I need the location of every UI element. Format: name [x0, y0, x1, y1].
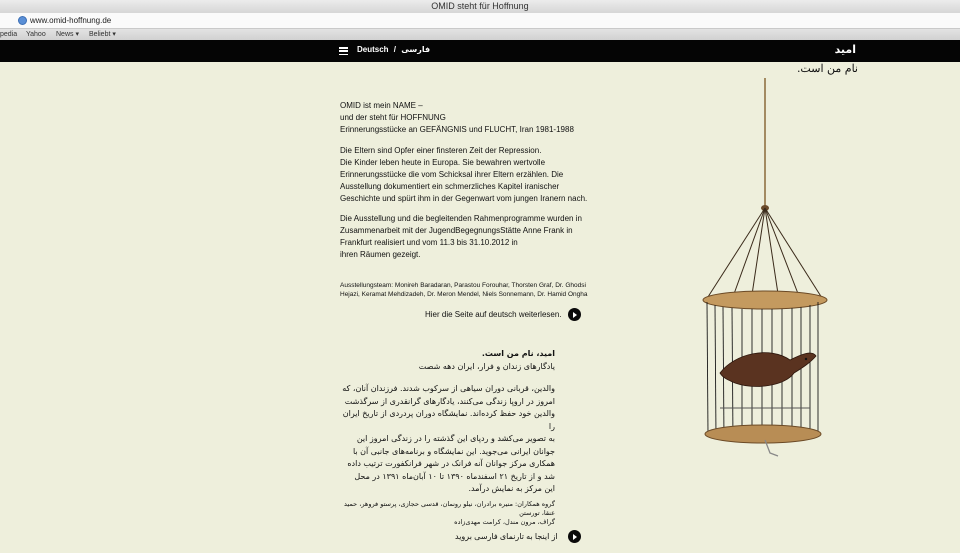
- hamburger-menu-icon[interactable]: [339, 47, 348, 55]
- text-line: جوانان ایرانی می‌جوید. این نمایشگاه و برنامه‌های جانبی آن با: [352, 446, 555, 456]
- window-title: OMID steht für Hoffnung: [0, 0, 960, 13]
- farsi-play-icon[interactable]: [568, 530, 581, 543]
- text-line: und der steht für HOFFNUNG: [340, 113, 446, 122]
- farsi-paragraph: [340, 383, 555, 496]
- text-line: به تصویر می‌کشد و ردپای این گذشته را در زندگی امروز این: [356, 434, 555, 443]
- farsi-heading: [340, 348, 555, 373]
- text-line: امروز در اروپا زندگی می‌کنند، یادگارهای گرانقدری از سرگذشت: [344, 396, 555, 406]
- text-line: ihren Räumen gezeigt.: [340, 250, 421, 259]
- german-read-more-link[interactable]: Hier die Seite auf deutsch weiterlesen.: [425, 310, 562, 319]
- lang-de-link[interactable]: Deutsch: [357, 45, 389, 54]
- lang-fa-link[interactable]: فارسی: [401, 45, 431, 54]
- text-line: Frankfurt realisiert und vom 11.3 bis 31.10.2012 in: [340, 238, 518, 247]
- hero-fa-line: نام من است.: [796, 62, 858, 75]
- bookmark-news[interactable]: News ▾: [56, 31, 79, 38]
- farsi-team-credits: [340, 500, 555, 527]
- language-switch: [357, 44, 430, 56]
- german-paragraph-1: [340, 145, 590, 205]
- farsi-read-more-link[interactable]: از اینجا به تارنمای فارسی بروید: [455, 532, 558, 541]
- bookmark-pedia[interactable]: pedia: [0, 31, 18, 38]
- birdcage-illustration: [690, 78, 830, 458]
- text-line: Die Eltern sind Opfer einer finsteren Zeit der Repression.: [340, 146, 542, 155]
- german-intro: [340, 100, 590, 136]
- bookmark-beliebt[interactable]: Beliebt ▾: [89, 31, 116, 38]
- text-line: گراف، مرون مندل، کرامت مهدی‌زاده: [454, 518, 555, 526]
- text-line: این مرکز به نمایش درآمد.: [468, 484, 555, 493]
- text-line: Ausstellung dokumentiert ein schmerzliches Kapitel iranischer: [340, 182, 560, 191]
- site-logo[interactable]: امید: [834, 44, 856, 56]
- address-bar[interactable]: [0, 13, 960, 29]
- german-play-icon[interactable]: [568, 308, 581, 321]
- text-line: Hejazi, Keramat Mehdizadeh, Dr. Meron Mendel, Niels Sonnemann, Dr. Hamid Ongha: [340, 291, 588, 298]
- text-line: والدین، قربانی دوران سیاهی از سرکوب شدند. فرزندان آنان، که: [342, 384, 555, 393]
- cage-bottom-disc: [705, 425, 821, 443]
- text-line: یادگارهای زندان و فرار، ایران دهه شصت: [418, 361, 555, 371]
- bird-figure: [720, 353, 816, 387]
- text-line: والدین خود حفظ کرده‌اند. نمایشگاه دوران پردردی از تاریخ ایران را: [342, 409, 555, 431]
- text-line: Die Ausstellung und die begleitenden Rahmenprogramme wurden in: [340, 214, 582, 223]
- text-line: Erinnerungsstücke die vom Schicksal ihrer Eltern erzählen. Die: [340, 170, 564, 179]
- url-text[interactable]: www.omid-hoffnung.de: [30, 16, 112, 25]
- text-line: Geschichte und spürt ihm in der Gegenwart vom jungen Iranern nach.: [340, 194, 588, 203]
- text-line: Zusammenarbeit mit der JugendBegegnungsStätte Anne Frank in: [340, 226, 573, 235]
- lang-separator: /: [393, 45, 397, 54]
- text-line: Erinnerungsstücke an GEFÄNGNIS und FLUCHT, Iran 1981-1988: [340, 125, 574, 134]
- text-line: امید، نام من است.: [481, 349, 555, 358]
- bird-eye: [805, 358, 807, 360]
- cage-top-disc: [703, 291, 827, 309]
- german-team-credits: [340, 281, 590, 299]
- text-line: OMID ist mein NAME –: [340, 101, 423, 110]
- globe-icon: [18, 16, 27, 25]
- text-line: گروه همکاران: منیره برادران، نیلو رونمان، قدسی حجازی، پرستو فروهر، حمید عنقا، تورستن: [344, 500, 555, 517]
- text-line: همکاری مرکز جوانان آنه فرانک در شهر فرانکفورت ترتیب داده: [347, 459, 555, 468]
- text-line: شد و از تاریخ ۲۱ اسفندماه ۱۳۹۰ تا ۱۰ آبان‌ماه ۱۳۹۱ در محل: [354, 471, 555, 481]
- bookmark-yahoo[interactable]: Yahoo: [26, 31, 46, 38]
- text-line: Ausstellungsteam: Monireh Baradaran, Parastou Forouhar, Thorsten Graf, Dr. Ghodsi: [340, 282, 586, 289]
- german-paragraph-2: [340, 213, 590, 261]
- text-line: Die Kinder leben heute in Europa. Sie bewahren wertvolle: [340, 158, 546, 167]
